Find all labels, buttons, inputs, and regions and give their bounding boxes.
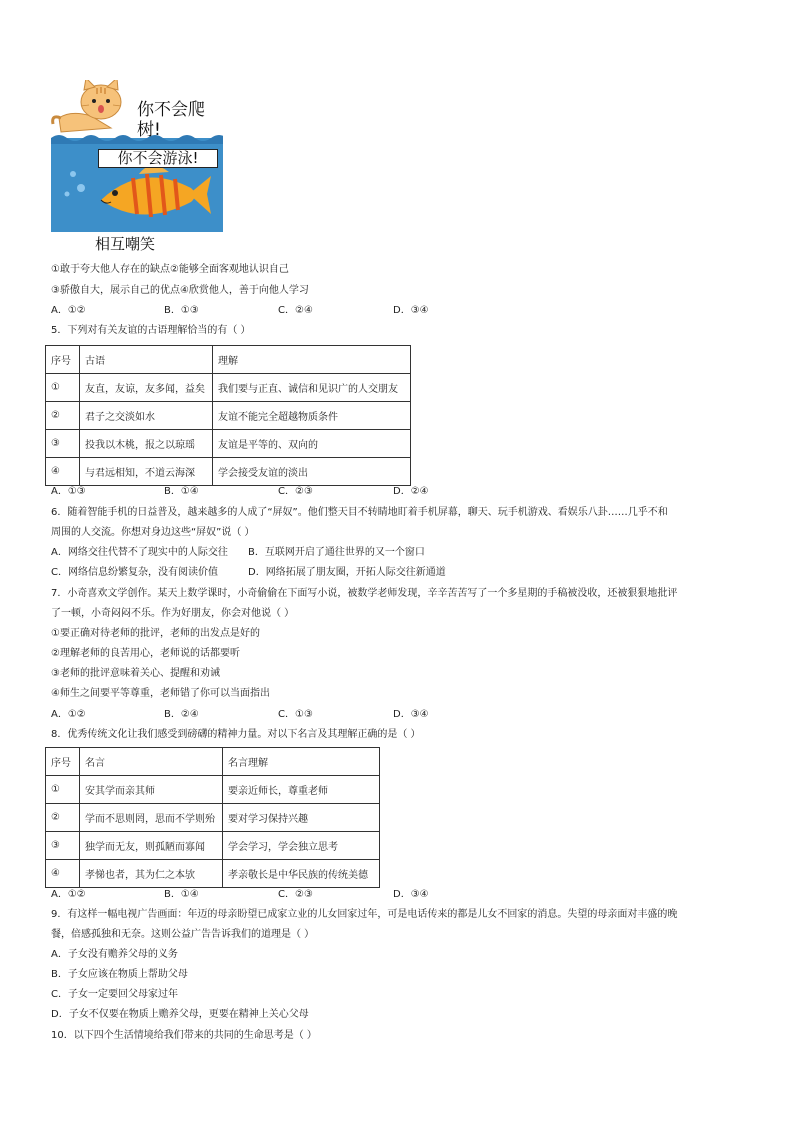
q4-option-b: B．①③ bbox=[164, 305, 199, 316]
table-row bbox=[46, 402, 411, 430]
table-cell: 我们要与正直、诚信和见识广的人交朋友 bbox=[213, 374, 411, 402]
table-row bbox=[46, 832, 380, 860]
q9-stem-line2: 餐，倍感孤独和无奈。这则公益广告告诉我们的道理是（ ） bbox=[51, 929, 315, 940]
table-cell: 独学而无友，则孤陋而寡闻 bbox=[80, 832, 223, 860]
q5-table bbox=[45, 345, 411, 486]
table-cell: ② bbox=[46, 402, 80, 430]
table-cell: 孝亲敬长是中华民族的传统美德 bbox=[223, 860, 380, 888]
table-row bbox=[46, 374, 411, 402]
table-cell: 孝悌也者，其为仁之本欤 bbox=[80, 860, 223, 888]
table-cell: 友直，友谅，友多闻，益矣 bbox=[80, 374, 213, 402]
table-cell: ③ bbox=[46, 832, 80, 860]
table-row bbox=[46, 776, 380, 804]
table-header-cell: 古语 bbox=[80, 346, 213, 374]
q8-option-c: C．②③ bbox=[278, 889, 313, 900]
table-cell: 要对学习保持兴趣 bbox=[223, 804, 380, 832]
q6-option-c: C．网络信息纷繁复杂，没有阅读价值 bbox=[51, 567, 218, 578]
cartoon-caption: 相互嘲笑 bbox=[95, 235, 156, 253]
q4-statement-line2: ③骄傲自大，展示自己的优点④欣赏他人，善于向他人学习 bbox=[51, 285, 309, 296]
q9-option-a: A．子女没有赡养父母的义务 bbox=[51, 949, 178, 960]
table-cell: 要亲近师长，尊重老师 bbox=[223, 776, 380, 804]
q5-option-b: B．①④ bbox=[164, 486, 199, 497]
q4-option-c: C．②④ bbox=[278, 305, 313, 316]
table-cell: ② bbox=[46, 804, 80, 832]
table-cell: ④ bbox=[46, 860, 80, 888]
table-cell: 学会接受友谊的淡出 bbox=[213, 458, 411, 486]
q5-stem: 5．下列对有关友谊的古语理解恰当的有（ ） bbox=[51, 325, 251, 336]
q9-stem-line1: 9．有这样一幅电视广告画面：年迈的母亲盼望已成家立业的儿女回家过年，可是电话传来的都是儿女不回家的消息。失望的母亲面对丰盛的晚 bbox=[51, 909, 678, 920]
q7-statement-4: ④师生之间要平等尊重，老师错了你可以当面指出 bbox=[51, 688, 270, 699]
q7-stem-line2: 了一顿，小奇闷闷不乐。作为好朋友，你会对他说（ ） bbox=[51, 608, 295, 619]
q5-option-c: C．②③ bbox=[278, 486, 313, 497]
table-cell: 投我以木桃，报之以琼瑶 bbox=[80, 430, 213, 458]
q8-option-b: B．①④ bbox=[164, 889, 199, 900]
q4-statement-line1: ①敢于夸大他人存在的缺点②能够全面客观地认识自己 bbox=[51, 264, 289, 275]
table-header-cell: 名言 bbox=[80, 748, 223, 776]
q8-option-a: A．①② bbox=[51, 889, 86, 900]
table-cell: 与君远相知，不道云海深 bbox=[80, 458, 213, 486]
table-header-cell: 名言理解 bbox=[223, 748, 380, 776]
q6-option-a: A．网络交往代替不了现实中的人际交往 bbox=[51, 547, 228, 558]
table-row bbox=[46, 804, 380, 832]
q6-option-d: D．网络拓展了朋友圈，开拓人际交往新通道 bbox=[248, 567, 446, 578]
q4-option-a: A．①② bbox=[51, 305, 86, 316]
table-cell: ③ bbox=[46, 430, 80, 458]
q7-statement-2: ②理解老师的良苦用心，老师说的话都要听 bbox=[51, 648, 240, 659]
q8-stem: 8．优秀传统文化让我们感受到磅礴的精神力量。对以下名言及其理解正确的是（ ） bbox=[51, 729, 421, 740]
speech-swim: 你不会游泳! bbox=[98, 149, 218, 168]
speech-climb: 你不会爬树! bbox=[137, 100, 205, 140]
q9-option-d: D．子女不仅要在物质上赡养父母，更要在精神上关心父母 bbox=[51, 1009, 309, 1020]
q6-option-b: B．互联网开启了通往世界的又一个窗口 bbox=[248, 547, 425, 558]
q7-statement-1: ①要正确对待老师的批评，老师的出发点是好的 bbox=[51, 628, 260, 639]
table-cell: 学而不思则罔，思而不学则殆 bbox=[80, 804, 223, 832]
q8-option-d: D．③④ bbox=[393, 889, 429, 900]
table-header-row bbox=[46, 748, 380, 776]
q7-option-b: B．②④ bbox=[164, 709, 199, 720]
q10-stem: 10．以下四个生活情境给我们带来的共同的生命思考是（ ） bbox=[51, 1030, 317, 1041]
table-cell: ① bbox=[46, 374, 80, 402]
q7-option-d: D．③④ bbox=[393, 709, 429, 720]
table-cell: ④ bbox=[46, 458, 80, 486]
q5-option-a: A．①③ bbox=[51, 486, 86, 497]
table-row bbox=[46, 860, 380, 888]
q7-statement-3: ③老师的批评意味着关心、提醒和劝诫 bbox=[51, 668, 220, 679]
q5-option-d: D．②④ bbox=[393, 486, 429, 497]
table-header-cell: 序号 bbox=[46, 346, 80, 374]
cartoon-illustration bbox=[51, 80, 223, 232]
table-cell: 学会学习，学会独立思考 bbox=[223, 832, 380, 860]
table-cell: 君子之交淡如水 bbox=[80, 402, 213, 430]
table-cell: ① bbox=[46, 776, 80, 804]
q7-stem-line1: 7．小奇喜欢文学创作。某天上数学课时，小奇偷偷在下面写小说，被数学老师发现，辛辛苦苦写了一个多星期的手稿被没收，还被狠狠地批评 bbox=[51, 588, 678, 599]
table-header-cell: 理解 bbox=[213, 346, 411, 374]
q9-option-b: B．子女应该在物质上帮助父母 bbox=[51, 969, 188, 980]
table-row bbox=[46, 430, 411, 458]
q7-option-a: A．①② bbox=[51, 709, 86, 720]
table-header-cell: 序号 bbox=[46, 748, 80, 776]
table-cell: 安其学而亲其师 bbox=[80, 776, 223, 804]
q8-table bbox=[45, 747, 380, 888]
q7-option-c: C．①③ bbox=[278, 709, 313, 720]
table-header-row bbox=[46, 346, 411, 374]
table-cell: 友谊是平等的、双向的 bbox=[213, 430, 411, 458]
q4-option-d: D．③④ bbox=[393, 305, 429, 316]
q6-stem-line2: 周围的人交流。你想对身边这些“屏奴”说（ ） bbox=[51, 527, 255, 538]
q6-stem-line1: 6．随着智能手机的日益普及，越来越多的人成了“屏奴”。他们整天目不转睛地盯着手机屏幕，聊天、玩手机游戏、看娱乐八卦……几乎不和 bbox=[51, 507, 668, 518]
table-row bbox=[46, 458, 411, 486]
q9-option-c: C．子女一定要回父母家过年 bbox=[51, 989, 178, 1000]
table-cell: 友谊不能完全超越物质条件 bbox=[213, 402, 411, 430]
